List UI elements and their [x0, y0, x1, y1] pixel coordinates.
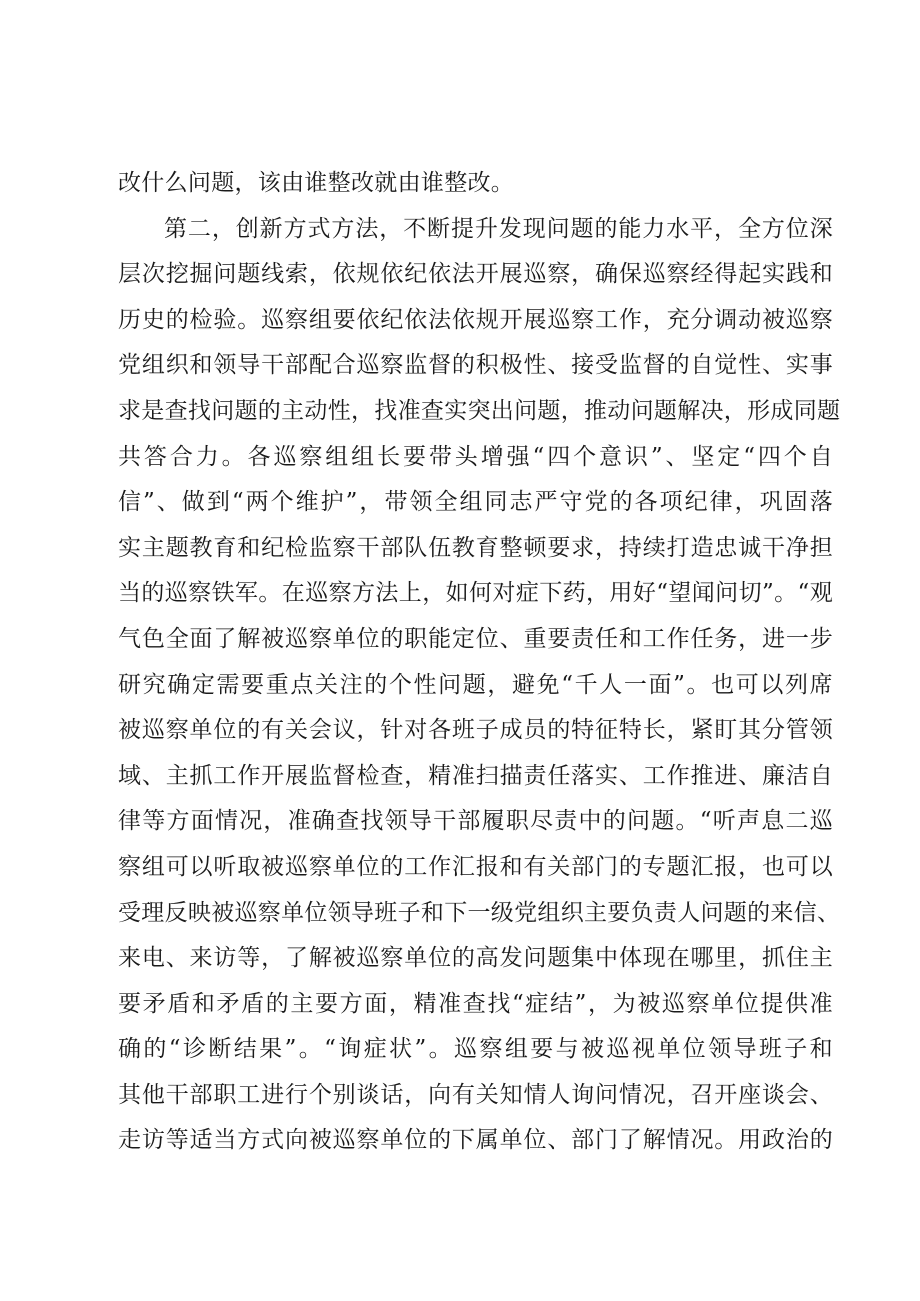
text-line: 律等方面情况，准确查找领导干部履职尽责中的问题。“听声息二巡: [118, 808, 833, 835]
text-line: 当的巡察铁军。在巡察方法上，如何对症下药，用好“望闻问切”。“观: [118, 580, 833, 607]
text-line: 被巡察单位的有关会议，针对各班子成员的特征特长，紧盯其分管领: [118, 717, 833, 744]
text-line: 第二，创新方式方法，不断提升发现问题的能力水平，全方位深: [164, 215, 833, 242]
text-line: 确的“诊断结果”。“询症状”。巡察组要与被巡视单位领导班子和: [118, 1036, 833, 1063]
text-line: 党组织和领导干部配合巡察监督的积极性、接受监督的自觉性、实事: [118, 352, 833, 379]
text-line: 求是查找问题的主动性，找准查实突出问题，推动问题解决，形成同题: [118, 397, 841, 424]
text-line: 层次挖掘问题线索，依规依纪依法开展巡察，确保巡察经得起实践和: [118, 261, 833, 288]
text-line: 来电、来访等，了解被巡察单位的高发问题集中体现在哪里，抓住主: [118, 945, 833, 972]
text-line: 察组可以听取被巡察单位的工作汇报和有关部门的专题汇报，也可以: [118, 853, 833, 880]
text-line: 要矛盾和矛盾的主要方面，精准查找“症结”，为被巡察单位提供准: [118, 990, 833, 1017]
body-text: [118, 161, 841, 1164]
text-line: 受理反映被巡察单位领导班子和下一级党组织主要负责人问题的来信、: [118, 899, 841, 926]
text-line: 实主题教育和纪检监察干部队伍教育整顿要求，持续打造忠诚干净担: [118, 534, 833, 561]
text-line: 域、主抓工作开展监督检查，精准扫描责任落实、工作推进、廉洁自: [118, 762, 833, 789]
text-line: 研究确定需要重点关注的个性问题，避免“千人一面”。也可以列席: [118, 671, 833, 698]
text-line: 信”、做到“两个维护”，带领全组同志严守党的各项纪律，巩固落: [118, 489, 833, 516]
text-line: 改什么问题，该由谁整改就由谁整改。: [118, 170, 515, 196]
text-line: 其他干部职工进行个别谈话，向有关知情人询问情况，召开座谈会、: [118, 1081, 833, 1108]
text-line: 气色全面了解被巡察单位的职能定位、重要责任和工作任务，进一步: [118, 625, 833, 652]
text-line: 走访等适当方式向被巡察单位的下属单位、部门了解情况。用政治的: [118, 1127, 833, 1154]
text-line: 历史的检验。巡察组要依纪依法依规开展巡察工作，充分调动被巡察: [118, 306, 833, 333]
text-line: 共答合力。各巡察组组长要带头增强“四个意识”、坚定“四个自: [118, 443, 833, 470]
